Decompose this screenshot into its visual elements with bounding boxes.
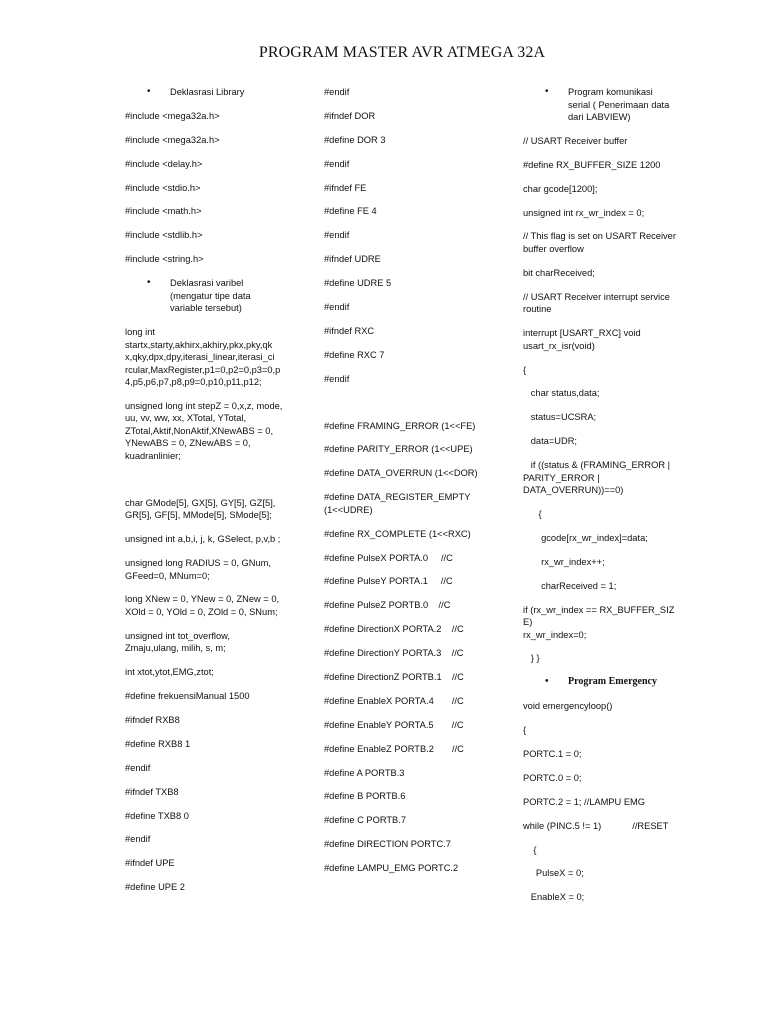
code-line: #define DirectionX PORTA.2 //C — [324, 624, 464, 635]
column-right — [523, 86, 679, 915]
code-line: status=UCSRA; — [523, 412, 597, 423]
code-line: PulseX = 0; — [523, 868, 584, 879]
code-line: char GMode[5], GX[5], GY[5], GZ[5], GR[5], GF[5], MMode[5], SMode[5]; — [125, 497, 276, 521]
code-line: long int startx,starty,akhirx,akhiry,pkx,pky,qk x,qky,dpx,dpy,iterasi_linear,iterasi_ci rcular,MaxRegister,p1=0,p2=0,p3=0,p 4,p5,p6,p7,p8,p9=0,p10,p11,p12; — [125, 327, 281, 388]
code-line: #ifndef FE — [324, 182, 367, 193]
code-line: #define DirectionY PORTA.3 //C — [324, 648, 464, 659]
code-line: // This flag is set on USART Receiver buffer overflow — [523, 231, 676, 254]
code-line: char gcode[1200]; — [523, 183, 598, 194]
section-heading: • Deklasrasi Library — [125, 86, 295, 99]
spacer — [324, 397, 496, 420]
code-line: #define PARITY_ERROR (1<<UPE) — [324, 444, 473, 455]
code-line: #define FRAMING_ERROR (1<<FE) — [324, 420, 476, 431]
code-line: #define FE 4 — [324, 206, 377, 217]
code-line: #endif — [324, 302, 350, 313]
spacer — [125, 474, 295, 497]
code-line: { — [523, 364, 527, 375]
code-line: unsigned long int stepZ = 0,x,z, mode, uu, vv, ww, xx, XTotal, YTotal, ZTotal,Aktif,NonAktif,XNewABS = 0, YNewABS = 0, ZNewABS = 0, kuadranlinier; — [125, 400, 283, 461]
code-line: unsigned long RADIUS = 0, GNum, GFeed=0, MNum=0; — [125, 558, 271, 581]
code-line: rx_wr_index++; — [523, 556, 605, 567]
code-line: #ifndef RXB8 — [125, 715, 180, 726]
code-line: EnableX = 0; — [523, 892, 585, 903]
code-line: gcode[rx_wr_index]=data; — [523, 532, 648, 543]
code-line: unsigned int tot_overflow, Zmaju,ulang, milih, s, m; — [125, 630, 230, 654]
code-line: #define DIRECTION PORTC.7 — [324, 839, 451, 850]
code-line: charReceived = 1; — [523, 580, 617, 591]
code-line: void emergencyloop() — [523, 701, 613, 712]
code-line: #define DATA_OVERRUN (1<<DOR) — [324, 468, 478, 479]
code-line: unsigned int a,b,i, j, k, GSelect, p,v,b ; — [125, 534, 281, 545]
code-line: #endif — [125, 834, 151, 845]
code-line: #endif — [125, 762, 151, 773]
code-line: #define UPE 2 — [125, 882, 185, 893]
code-line: #define PulseZ PORTB.0 //C — [324, 600, 451, 611]
column-left — [125, 86, 295, 905]
column-middle — [324, 86, 496, 886]
code-line: #define UDRE 5 — [324, 278, 392, 289]
code-line: { — [523, 844, 537, 855]
code-line: unsigned int rx_wr_index = 0; — [523, 207, 645, 218]
code-line: // USART Receiver interrupt service routine — [523, 291, 670, 315]
code-line: #define RX_COMPLETE (1<<RXC) — [324, 528, 471, 539]
code-line: if (rx_wr_index == RX_BUFFER_SIZE) rx_wr_index=0; — [523, 604, 675, 640]
code-line: #define B PORTB.6 — [324, 791, 406, 802]
code-line: #ifndef UPE — [125, 858, 175, 869]
code-line: #endif — [324, 230, 350, 241]
code-line: #endif — [324, 158, 350, 169]
code-line: } } — [523, 653, 540, 664]
code-line: int xtot,ytot,EMG,ztot; — [125, 667, 214, 678]
code-line: #ifndef TXB8 — [125, 786, 179, 797]
code-line: { — [523, 508, 542, 519]
code-line: #ifndef RXC — [324, 325, 375, 336]
code-line: #endif — [324, 373, 350, 384]
code-line: #define LAMPU_EMG PORTC.2 — [324, 863, 459, 874]
code-line: #endif — [324, 87, 350, 97]
code-line: interrupt [USART_RXC] void usart_rx_isr(void) — [523, 328, 641, 351]
code-line: #define frekuensiManual 1500 — [125, 691, 250, 702]
code-line: #include <delay.h> — [125, 158, 203, 169]
section-heading: • Program komunikasi serial ( Penerimaan data dari LABVIEW) — [523, 86, 679, 124]
code-line: #define C PORTB.7 — [324, 815, 406, 826]
code-line: while (PINC.5 != 1) //RESET — [523, 820, 669, 831]
code-line: #ifndef DOR — [324, 110, 376, 121]
code-line: #define RXB8 1 — [125, 738, 191, 749]
code-line: #define EnableX PORTA.4 //C — [324, 695, 464, 706]
code-line: #include <mega32a.h> — [125, 134, 220, 145]
code-line: long XNew = 0, YNew = 0, ZNew = 0, XOld = 0, YOld = 0, ZOld = 0, SNum; — [125, 594, 280, 617]
code-line: #define DOR 3 — [324, 134, 386, 145]
code-line: #define DATA_REGISTER_EMPTY (1<<UDRE) — [324, 492, 471, 515]
code-line: #define RX_BUFFER_SIZE 1200 — [523, 159, 661, 170]
code-line: #define TXB8 0 — [125, 810, 189, 821]
code-line: #define DirectionZ PORTB.1 //C — [324, 671, 464, 682]
code-line: #define RXC 7 — [324, 349, 385, 360]
code-line: #define EnableZ PORTB.2 //C — [324, 743, 464, 754]
section-heading: • Program Emergency — [523, 676, 679, 689]
code-line: #define PulseY PORTA.1 //C — [324, 576, 453, 587]
section-heading: • Deklasrasi varibel (mengatur tipe data variable tersebut) — [125, 277, 295, 315]
code-line: char status,data; — [523, 388, 600, 399]
page-title: PROGRAM MASTER AVR ATMEGA 32A — [258, 44, 546, 61]
code-line: PORTC.0 = 0; — [523, 772, 582, 783]
code-line: #include <math.h> — [125, 206, 202, 217]
code-line: #ifndef UDRE — [324, 254, 381, 265]
code-line: #define PulseX PORTA.0 //C — [324, 552, 453, 563]
code-line: #define EnableY PORTA.5 //C — [324, 719, 464, 730]
code-line: data=UDR; — [523, 436, 577, 447]
code-line: #include <stdlib.h> — [125, 230, 203, 241]
code-line: #include <stdio.h> — [125, 182, 201, 193]
code-line: #include <string.h> — [125, 254, 204, 265]
code-line: PORTC.2 = 1; //LAMPU EMG — [523, 796, 646, 807]
code-line: // USART Receiver buffer — [523, 135, 628, 146]
code-line: #include <mega32a.h> — [125, 110, 220, 121]
code-line: if ((status & (FRAMING_ERROR | PARITY_ERROR | DATA_OVERRUN))==0) — [523, 460, 671, 496]
code-line: #define A PORTB.3 — [324, 767, 405, 778]
code-line: bit charReceived; — [523, 267, 595, 278]
code-line: PORTC.1 = 0; — [523, 748, 582, 759]
code-line: { — [523, 725, 527, 736]
